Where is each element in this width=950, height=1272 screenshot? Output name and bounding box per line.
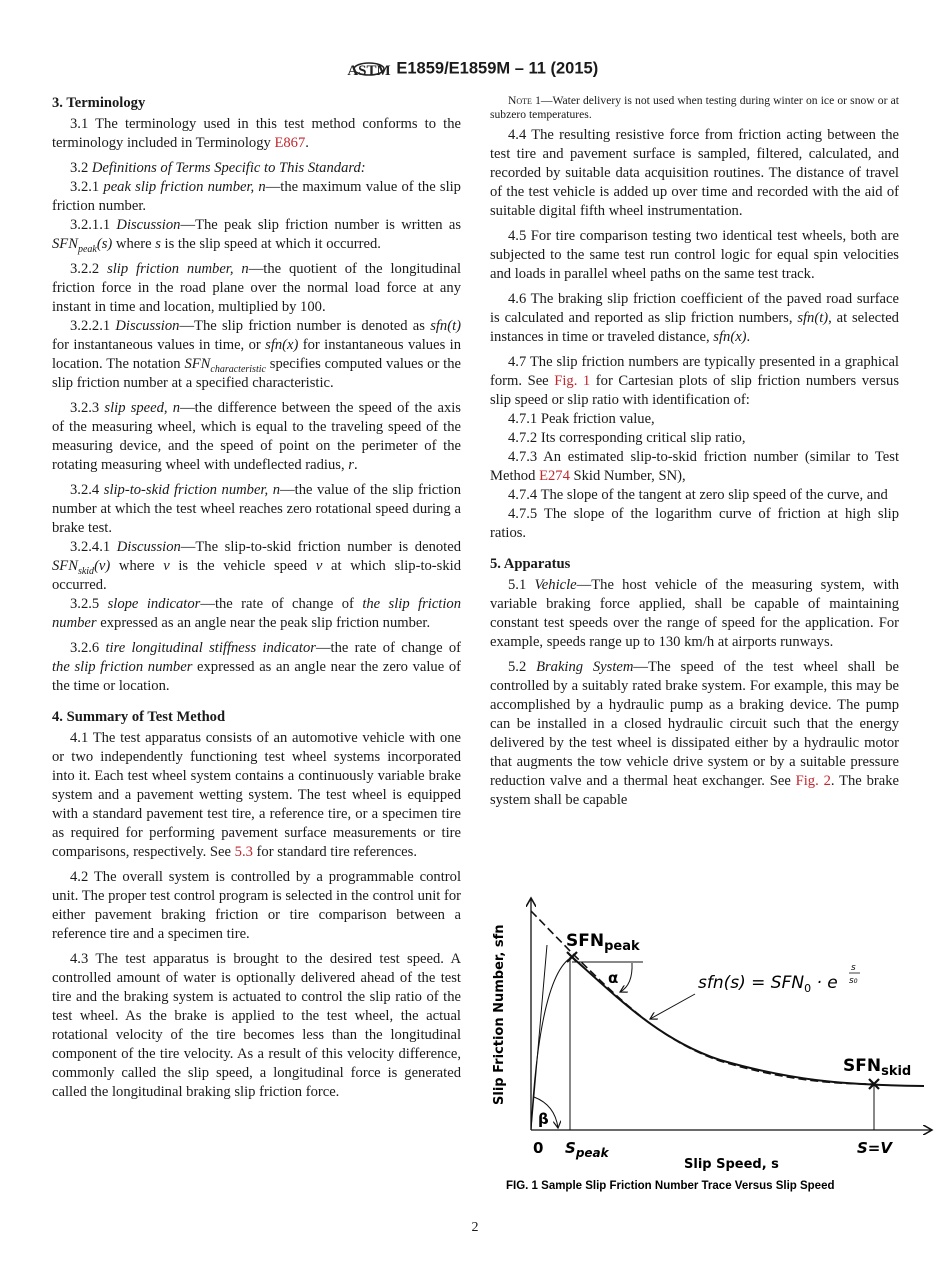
x-tick-zero: 0 <box>533 1139 544 1157</box>
text-run: —The speed of the test wheel shall be controlled by a suitably rated brake system. For example, this may be accomplished by a hydraulic pump as a braking device. The pump can be installed in a closed hydraulic circuit such that the energy delivered by the test wheel is dissipated either by a hydraulic motor that augments the tow vehicle drive system or by a suitable pressure reduction valve and a thermal heat exchanger. See <box>490 659 900 789</box>
text-run: 4.4 The resulting resistive force from friction acting between the test tire and pavement surface is sampled, filtered, calculated, and recorded by suitable data acquisition routines. The distance of travel of the test vehicle is added up over time and recorded with the aid of suitable digital fifth wheel instrumentation. <box>490 127 899 219</box>
text-run: 3.2.2 <box>70 261 108 277</box>
text-run: 3.2.4 <box>70 482 104 498</box>
text-run: . The brake system shall be capable <box>490 773 900 808</box>
text-run: sfn(t) <box>430 318 462 334</box>
formula: $sfn(s) = SFN_0 \cdot e$ <box>698 973 838 995</box>
text-run: 4.2 The overall system is controlled by a programmable control unit. The proper test control program is selected in the control unit for either pavement braking friction or tire comparison between a reference tire and a specimen tire. <box>52 869 461 942</box>
text-run: tire longitudinal stiffness indicator <box>105 640 316 656</box>
text-run: Discussion <box>116 539 181 555</box>
text-run: Definitions of Terms Specific to This Standard: <box>91 160 366 176</box>
text-run: (s) <box>96 236 113 252</box>
x-axis-label: Slip Speed, s <box>684 1157 779 1172</box>
text-run: slope indicator <box>107 596 201 612</box>
text-run: —the maximum value of the slip friction number. <box>52 179 461 214</box>
text-run: —The host vehicle of the measuring system, with variable braking force applied, shall be capable of maintaining constant test speeds over the range of speed for the application. For example, speeds range up to 130 km/h at airports runways. <box>490 577 900 650</box>
text-run: 4.6 The braking slip friction coefficient of the paved road surface is calculated and reported as slip friction numbers, <box>490 291 899 326</box>
text-run: where <box>110 558 164 574</box>
text-run: 4.7.1 Peak friction value, <box>508 411 655 427</box>
cross-reference-link[interactable]: Fig. 2 <box>795 773 831 789</box>
beta-label: β <box>538 1110 549 1128</box>
text-run: is the slip speed at which it occurred. <box>160 236 381 252</box>
sfn-rise-curve <box>531 957 572 1130</box>
y-axis-label: Slip Friction Number, sfn <box>492 924 507 1105</box>
text-run: SFN <box>52 558 78 574</box>
text-run: 3.2.5 <box>70 596 108 612</box>
text-run: specifies computed values or the slip friction number at a specified characteristic. <box>52 356 462 391</box>
text-run: the slip friction number <box>52 596 462 631</box>
text-run: 4.7.2 Its corresponding critical slip ratio, <box>508 430 746 446</box>
text-run: for Cartesian plots of slip friction numbers versus slip speed or slip ratio with identification of: <box>490 373 900 408</box>
text-run: the slip friction number <box>52 659 193 675</box>
text-run: characteristic <box>210 363 266 375</box>
text-run: (v) <box>94 558 111 574</box>
text-run: 5.1 <box>508 577 535 593</box>
text-run: . <box>305 135 309 151</box>
text-run: 3.2.4.1 <box>70 539 117 555</box>
text-run: 3.2.1 <box>70 179 104 195</box>
text-run: for instantaneous values in location. The notation <box>52 337 461 372</box>
text-run: sfn(t) <box>797 310 829 326</box>
text-run: —the quotient of the longitudinal friction force in the road plane over the normal load force at any instant in time and location, multiplied by 100. <box>52 261 461 315</box>
page-number: 2 <box>471 1220 479 1235</box>
text-run: —The slip-to-skid friction number is denoted <box>180 539 461 555</box>
text-run: slip friction number, n <box>107 261 249 277</box>
text-run: peak <box>77 243 97 255</box>
text-run: 5. Apparatus <box>490 556 571 572</box>
text-run: is the vehicle speed <box>169 558 316 574</box>
text-run: s <box>155 236 161 252</box>
text-run: 3.2.1.1 <box>70 217 117 233</box>
text-run: Skid Number, SN), <box>569 468 686 484</box>
text-run: —The peak slip friction number is written as <box>180 217 462 233</box>
text-run: for standard tire references. <box>252 844 417 860</box>
text-run: slip-to-skid friction number, n <box>103 482 281 498</box>
text-run: 4.3 The test apparatus is brought to the desired test speed. A controlled amount of water is optionally delivered ahead of the test tire and the braking system is actuated to control the slip ratio of the test wheel. As the brake is applied to the test wheel, the actual rotational velocity of the tire becomes less than the longitudinal component of the tire velocity. As a result of this velocity difference, commonly called the slip speed, a longitudinal force is generated called the longitudinal braking slip friction force. <box>52 951 461 1100</box>
text-run: 3.2.3 <box>70 400 105 416</box>
text-run: Braking System <box>536 659 634 675</box>
cross-reference-link[interactable]: Fig. 1 <box>554 373 591 389</box>
text-run: peak slip friction number, n <box>103 179 266 195</box>
alpha-arc <box>620 963 632 992</box>
text-run: 4.5 For tire comparison testing two identical test wheels, both are subjected to the same test run control logic for equal spin velocities and loads in parallel wheel paths on the same test track. <box>490 228 899 282</box>
text-run: expressed as an angle near the peak slip friction number. <box>96 615 431 631</box>
peak-label: $SFN_{peak}$ <box>566 931 640 954</box>
text-run: Discussion <box>116 217 181 233</box>
text-run: Vehicle <box>534 577 577 593</box>
text-run: —the value of the slip friction number at which the test wheel reaches zero rotational speed during a brake test. <box>52 482 461 536</box>
text-run: 3. Terminology <box>52 95 146 111</box>
svg-text:ASTM: ASTM <box>347 63 391 79</box>
text-run: —the rate of change of <box>200 596 363 612</box>
text-run: SFN <box>184 356 211 372</box>
formula-exponent-numerator: s <box>851 963 856 973</box>
document-designation: E1859/E1859M – 11 (2015) <box>396 59 599 78</box>
text-run: at which slip-to-skid occurred. <box>52 558 461 593</box>
text-run: —the difference between the speed of the axis of the measuring wheel, which is equal to the traveling speed of the measuring device, and the speed of point on the perimeter of the rotating measuring wheel with undeflected radius, <box>52 400 461 473</box>
formula-arrow <box>650 994 695 1019</box>
text-run: where <box>112 236 156 252</box>
text-run: . <box>353 457 358 473</box>
text-run: 4.1 The test apparatus consists of an automotive vehicle with one or two independently functioning test wheel systems incorporated into it. Each test wheel system contains a continuously variable brake system and a pavement wetting system. The test wheel is equipped with a standard pavement test tire, a reference tire, or a specimen tire as required for performing pavement surface measurements or tire comparisons, respectively. See <box>52 730 461 860</box>
text-run: 4. Summary of Test Method <box>52 709 226 725</box>
text-run: Discussion <box>115 318 180 334</box>
skid-label: $SFN_{skid}$ <box>843 1056 912 1079</box>
text-run: for instantaneous values in time, or <box>52 337 266 353</box>
text-run: 4.7.5 The slope of the logarithm curve of friction at high slip ratios. <box>490 506 899 541</box>
text-run: r <box>348 457 354 473</box>
text-run: v <box>163 558 170 574</box>
text-run: 4.7 The slip friction numbers are typically presented in a graphical form. See <box>490 354 899 389</box>
figure-caption: FIG. 1 Sample Slip Friction Number Trace Versus Slip Speed <box>506 1180 835 1192</box>
text-run: 5.2 <box>508 659 537 675</box>
text-run: 3.1 The terminology used in this test method conforms to the terminology included in Terminology <box>52 116 461 151</box>
text-run: sfn(x) <box>713 329 747 345</box>
text-run: v <box>315 558 323 574</box>
text-run: skid <box>77 565 95 577</box>
text-run: SFN <box>52 236 78 252</box>
cross-reference-link[interactable]: 5.3 <box>234 844 253 860</box>
alpha-label: α <box>608 969 619 987</box>
text-run: —the rate of change of <box>315 640 461 656</box>
text-run: —The slip friction number is denoted as <box>179 318 431 334</box>
text-run: slip speed, n <box>104 400 181 416</box>
cross-reference-link[interactable]: E274 <box>539 468 570 484</box>
text-run: . <box>746 329 751 345</box>
text-run: expressed as an angle near the zero value of the time or location. <box>52 659 461 694</box>
formula-exponent-denominator: s0 <box>849 976 858 986</box>
text-run: —Water delivery is not used when testing during winter on ice or snow or at subzero temperatures. <box>490 94 899 121</box>
x-tick-sv: S=V <box>857 1139 892 1157</box>
text-run: 3.2.2.1 <box>70 318 116 334</box>
text-run: 3.2 <box>70 160 92 176</box>
text-run: 4.7.3 An estimated slip-to-skid friction number (similar to Test Method <box>490 449 899 484</box>
text-run: 4.7.4 The slope of the tangent at zero slip speed of the curve, and <box>508 487 888 503</box>
text-run: Note 1 <box>508 94 541 107</box>
text-run: 3.2.6 <box>70 640 106 656</box>
x-tick-speak: $S_{peak}$ <box>565 1139 609 1160</box>
text-run: sfn(x) <box>265 337 299 353</box>
cross-reference-link[interactable]: E867 <box>274 135 306 151</box>
text-run: , at selected instances in time or traveled distance, <box>490 310 899 345</box>
